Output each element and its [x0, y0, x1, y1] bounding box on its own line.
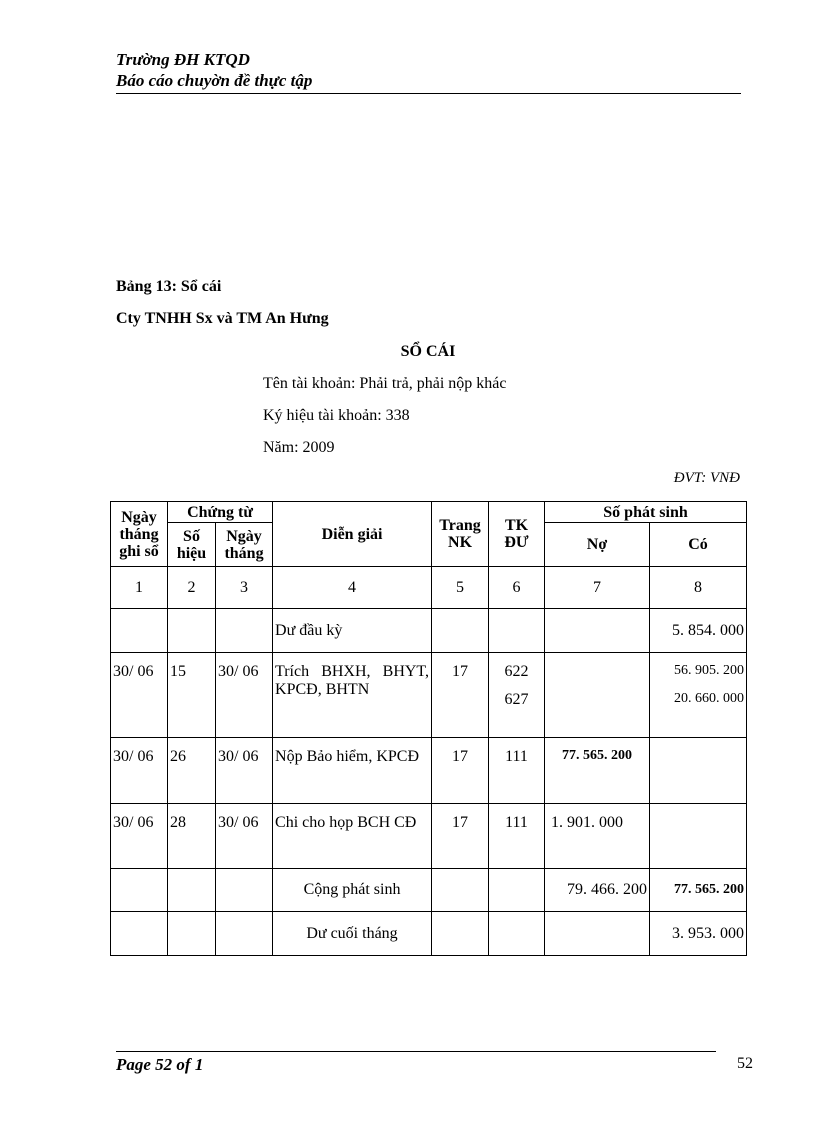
- closing-description: Dư cuối tháng: [273, 912, 432, 956]
- col-date-recorded: Ngày tháng ghi sổ: [111, 502, 168, 567]
- header-school: Trường ĐH KTQD: [116, 50, 250, 69]
- col-number: 7: [545, 567, 650, 609]
- row-journal-page: 17: [432, 738, 489, 804]
- row-debit: 1. 901. 000: [545, 804, 650, 869]
- table-caption: Bảng 13: Sổ cái: [116, 278, 222, 295]
- col-number: 4: [273, 567, 432, 609]
- footer-divider: [116, 1051, 716, 1052]
- total-description: Cộng phát sinh: [273, 869, 432, 912]
- total-credit: 77. 565. 200: [650, 869, 747, 912]
- row-voucher-no: 15: [168, 653, 216, 738]
- col-voucher: Chứng từ: [168, 502, 273, 523]
- opening-balance-row: [111, 609, 747, 653]
- ledger-title: SỔ CÁI: [400, 343, 456, 360]
- closing-credit: 3. 953. 000: [650, 912, 747, 956]
- row-debit: 77. 565. 200: [545, 738, 650, 804]
- ledger-year: Năm: 2009: [263, 439, 335, 456]
- row-credit: [650, 804, 747, 869]
- total-debit: 79. 466. 200: [545, 869, 650, 912]
- account-code: Ký hiệu tài khoản: 338: [263, 407, 410, 424]
- opening-description: Dư đầu kỳ: [273, 609, 432, 653]
- row-description: Chi cho họp BCH CĐ: [273, 804, 432, 869]
- col-number: 8: [650, 567, 747, 609]
- row-debit: [545, 653, 650, 738]
- col-number: 2: [168, 567, 216, 609]
- ledger-table: [110, 501, 747, 956]
- row-date: 30/ 06: [111, 653, 168, 738]
- column-number-row: [111, 567, 747, 609]
- col-voucher-no: Số hiệu: [168, 523, 216, 567]
- row-contra-account: 627: [504, 691, 529, 708]
- col-journal-page: Trang NK: [432, 502, 489, 567]
- row-description: Trích BHXH, BHYT, KPCĐ, BHTN: [273, 653, 432, 738]
- row-credit: 20. 660. 000: [674, 691, 745, 706]
- header-divider: [116, 93, 741, 94]
- col-contra-account: TK ĐƯ: [489, 502, 545, 567]
- row-contra-account: 111: [489, 738, 545, 804]
- row-journal-page: 17: [432, 804, 489, 869]
- col-number: 1: [111, 567, 168, 609]
- table-row: [111, 804, 747, 869]
- header-report-title: Báo cáo chuyờn đề thực tập: [116, 71, 313, 90]
- row-voucher-no: 26: [168, 738, 216, 804]
- row-credit: 56. 905. 200: [674, 663, 745, 678]
- col-number: 5: [432, 567, 489, 609]
- account-name: Tên tài khoản: Phải trả, phải nộp khác: [263, 375, 507, 392]
- row-voucher-date: 30/ 06: [216, 653, 273, 738]
- col-amount: Số phát sinh: [545, 502, 747, 523]
- row-credit: [650, 738, 747, 804]
- table-row: [111, 738, 747, 804]
- row-voucher-date: 30/ 06: [216, 804, 273, 869]
- opening-credit: 5. 854. 000: [650, 609, 747, 653]
- row-date: 30/ 06: [111, 738, 168, 804]
- total-row: [111, 869, 747, 912]
- col-number: 3: [216, 567, 273, 609]
- footer-page-number: 52: [737, 1055, 753, 1072]
- col-credit: Có: [650, 523, 747, 567]
- row-date: 30/ 06: [111, 804, 168, 869]
- footer-page-label: Page 52 of 1: [116, 1055, 204, 1074]
- row-journal-page: 17: [432, 653, 489, 738]
- col-number: 6: [489, 567, 545, 609]
- col-debit: Nợ: [545, 523, 650, 567]
- col-voucher-date: Ngày tháng: [216, 523, 273, 567]
- currency-unit: ĐVT: VNĐ: [673, 470, 740, 486]
- closing-balance-row: [111, 912, 747, 956]
- table-row: [111, 653, 747, 738]
- row-contra-account: 622: [504, 663, 529, 680]
- row-description: Nộp Bảo hiểm, KPCĐ: [273, 738, 432, 804]
- company-name: Cty TNHH Sx và TM An Hưng: [116, 310, 329, 327]
- row-voucher-no: 28: [168, 804, 216, 869]
- row-contra-account: 111: [489, 804, 545, 869]
- header-row-1: [111, 502, 747, 523]
- col-description: Diễn giải: [273, 502, 432, 567]
- row-voucher-date: 30/ 06: [216, 738, 273, 804]
